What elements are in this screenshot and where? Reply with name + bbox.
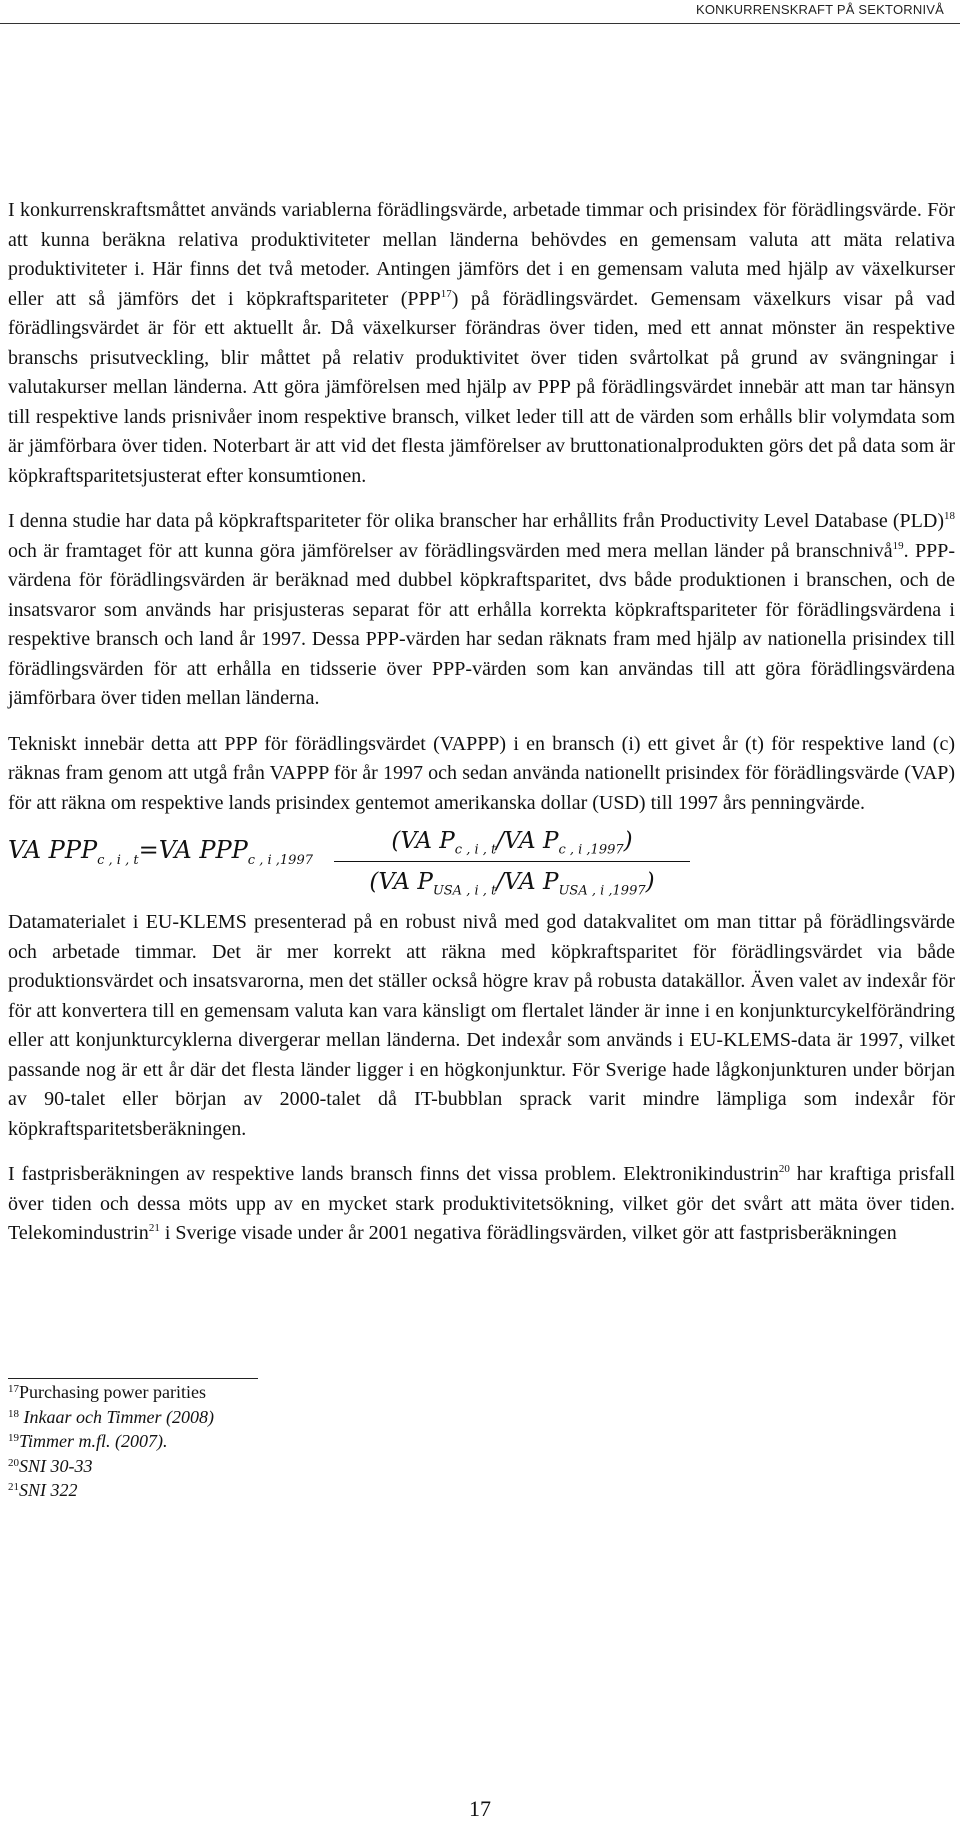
den-sub2: USA , i ,1997	[558, 883, 646, 899]
formula-equals: =	[138, 836, 159, 864]
fraction-bar	[334, 861, 690, 862]
paragraph-5-text-b: har kraftiga prisfall över tiden och dessa möts upp av en mycket stark produktivitetsökning, vilket gör det svårt att mäta över tiden. Telekomindustrin	[8, 1163, 956, 1244]
footnote-number: 18	[8, 1407, 19, 1420]
vappp-formula	[8, 822, 955, 904]
footnote-number: 17	[8, 1383, 19, 1395]
footnote-ref-18: 18	[944, 510, 955, 522]
paragraph-5-text-a: I fastprisberäkningen av respektive lands bransch finns det vissa problem. Elektronikindustrin	[8, 1163, 779, 1185]
paragraph-3: Tekniskt innebär detta att PPP för förädlingsvärdet (VAPPP) i en bransch (i) ett givet år (t) för respektive land (c) räknas fram genom att utgå från VAPPP för år 1997 och sedan använda nationellt prisindex för förädlingsvärde (VAP) för att räkna om respektive lands prisindex gentemot amerikanska dollar (USD) till 1997 års penningvärde.	[8, 732, 955, 814]
den-sub1: USA , i , t	[432, 883, 497, 899]
paragraph-5-text-c: i Sverige visade under år 2001 negativa förädlingsvärden, vilket gör att fastprisberäkningen	[159, 1222, 897, 1244]
formula-fraction	[334, 822, 690, 901]
footnote-ref-21: 21	[148, 1222, 160, 1234]
footnote-21	[8, 1478, 214, 1503]
running-header	[0, 0, 960, 24]
footnote-number: 21	[8, 1481, 19, 1493]
paragraph-1-text-rest: ) på förädlingsvärdet. Gemensam växelkurs visar på vad förädlingsvärdet är för ett aktuellt år. Då växelkurser förändras över tiden, med ett annat mönster än respektive branschs prisutveckling, blir måttet på relativ produktivitet över tiden svårtolkat på grund av svängningar i valutakurser mellan länderna. Att göra jämförelsen med hjälp av PPP på förädlingsvärdet innebär att man tar hänsyn till respektive lands prisnivåer inom respektive bransch, vilket leder till att de värden som erhålls blir volymdata som är jämförbara över tiden. Noterbart är att vid det flesta jämförelser av bruttonationalprodukten görs det på data som är köpkraftsparitetsjusterat efter konsumtionen.	[8, 287, 955, 487]
footnote-number: 20	[8, 1456, 19, 1469]
formula-base-sub: c , i ,1997	[247, 852, 313, 868]
footnote-17	[8, 1380, 214, 1405]
paragraph-4: Datamaterialet i EU-KLEMS presenterad på en robust nivå med god datakvalitet om man tittar på förädlingsvärde och arbetade timmar. Det är mer korrekt att räkna med köpkraftsparitet för förädlingsvärdet via både produktionsvärdet och insatsvarorna, men det ställer också högre krav på robusta datakällor. Även valet av indexår för för att konvertera till en gemensam valuta kan vara känsligt om flertalet länder är inne i en konjunkturcykelförändring eller att konjunkturcyklerna divergerar mellan länderna. Det indexår som används i EU-KLEMS-data är 1997, vilket passande nog är ett år där det flesta länder ligger i en högkonjunktur. För Sverige hade lågkonjunkturen under början av 90-talet eller början av 2000-talet då IT-bubblan sprack varit mindre lämpliga som indexår för köpkraftsparitetsberäkningen.	[8, 911, 955, 1140]
num-close: )	[623, 828, 633, 854]
footnotes	[8, 1380, 214, 1503]
num-sub2: c , i ,1997	[558, 842, 624, 858]
num-sub1: c , i , t	[454, 842, 497, 858]
paragraph-5	[8, 1160, 955, 1249]
num-open: (VA P	[391, 828, 455, 854]
formula-lhs-term: VA PPP	[8, 836, 98, 864]
paragraph-1	[8, 196, 955, 491]
paragraph-2	[8, 507, 955, 714]
footnote-18	[8, 1405, 214, 1430]
den-close: )	[645, 869, 655, 895]
paragraph-1-text: I konkurrenskraftsmåttet används variablerna förädlingsvärde, arbetade timmar och prisindex för förädlingsvärde. För att kunna beräkna relativa produktiviteter mellan länderna behövdes en gemensam valuta att mäta relativa produktiviteter i. Här finns det två metoder. Antingen jämförs det i en gemensam valuta med hjälp av växelkurser eller att så jämförs det i köpkraftspariteter (PPP	[8, 199, 955, 310]
footnote-ref-17: 17	[440, 287, 452, 300]
den-open: (VA P	[369, 869, 433, 895]
num-mid: /VA P	[496, 828, 559, 854]
den-mid: /VA P	[496, 869, 559, 895]
page-number: 17	[469, 1796, 491, 1821]
formula-numerator	[334, 822, 690, 860]
formula-lhs-sub: c , i , t	[97, 852, 139, 868]
footnote-text: Timmer m.fl. (2007).	[19, 1431, 168, 1451]
paragraph-2-text-c: . PPP-värdena för förädlingsvärden är beräknad med dubbel köpkraftsparitet, dvs både produktionen i branschen, och de insatsvaror som används har prisjusteras separat för att erhålla korrekta köpkraftspariteter för förädlingsvärdena i respektive bransch och land år 1997. Dessa PPP-värden har sedan räknats fram med hjälp av nationella prisindex till förädlingsvärden för att erhålla en tidsserie över PPP-värden som kan användas till att göra förädlingsvärdena jämförbara över tiden mellan länderna.	[8, 539, 956, 709]
footnote-text: Inkaar och Timmer (2008)	[23, 1406, 214, 1427]
paragraph-2-text-a: I denna studie har data på köpkraftspariteter för olika branscher har erhållits från Productivity Level Database (PLD)	[8, 510, 944, 532]
footnote-separator	[8, 1378, 258, 1379]
footnote-20	[8, 1454, 214, 1479]
footnote-19	[8, 1429, 214, 1454]
formula-lhs	[8, 836, 313, 875]
formula-denominator	[334, 863, 690, 901]
header-title: KONKURRENSKRAFT PÅ SEKTORNIVÅ	[695, 2, 944, 17]
footnote-ref-20: 20	[778, 1163, 790, 1175]
footnote-number: 19	[8, 1432, 19, 1444]
footnote-text: Purchasing power parities	[19, 1382, 206, 1402]
footnote-text: SNI 322	[19, 1480, 78, 1500]
footnote-ref-19: 19	[892, 539, 904, 552]
body-text	[8, 196, 955, 1265]
paragraph-2-text-b: och är framtaget för att kunna göra jämförelser av förädlingsvärden med mera mellan länder på branschnivå	[8, 539, 893, 562]
footnote-text: SNI 30-33	[19, 1455, 93, 1476]
formula-base-term: VA PPP	[158, 836, 248, 864]
